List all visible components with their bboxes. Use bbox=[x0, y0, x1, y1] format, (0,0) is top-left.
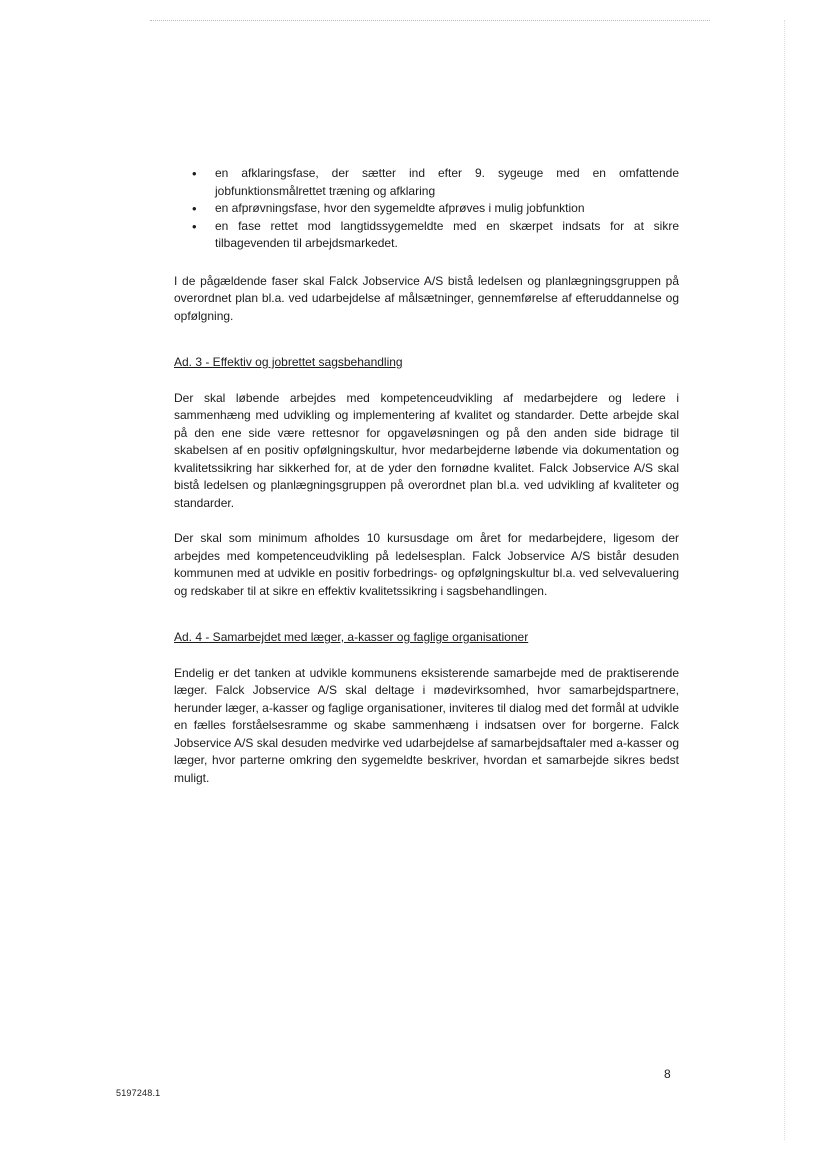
list-item: • en fase rettet mod langtidssygemeldte med en skærpet indsats for at sikre tilbagevenden til arbejdsmarkedet. bbox=[174, 218, 679, 253]
document-body bbox=[174, 165, 679, 787]
paragraph: Der skal som minimum afholdes 10 kursusdage om året for medarbejdere, ligesom der arbejdes med kompetenceudvikling på ledelsesplan. Falck Jobservice A/S bistår desuden kommunen med at udvikle en positiv forbedrings- og opfølgningskultur bl.a. ved selvevaluering og redskaber til at sikre en effektiv kvalitetssikring i sagsbehandlingen. bbox=[174, 531, 679, 598]
document-id: 5197248.1 bbox=[116, 1088, 161, 1098]
list-item: • en afprøvningsfase, hvor den sygemeldte afprøves i mulig jobfunktion bbox=[174, 200, 679, 218]
page-number: 8 bbox=[664, 1067, 671, 1081]
list-item: • en afklaringsfase, der sætter ind efter 9. sygeuge med en omfattende jobfunktionsmålrettet træning og afklaring bbox=[174, 165, 679, 200]
phase-bullet-list bbox=[174, 165, 679, 253]
paragraph: Endelig er det tanken at udvikle kommunens eksisterende samarbejde med de praktiserende læger. Falck Jobservice A/S skal deltage i mødevirksomhed, hvor samarbejdspartnere, herunder læger, a-kasser og faglige organisationer, inviteres til dialog med det formål at udvikle en fælles forståelsesramme og skabe sammenhæng i indsatsen over for borgerne. Falck Jobservice A/S skal desuden medvirke ved udarbejdelse af samarbejdsaftaler med a-kasser og læger, hvor parterne omkring den sygemeldte beskriver, hvordan et samarbejde sikres bedst muligt. bbox=[174, 665, 679, 785]
section-heading-3: Ad. 3 - Effektiv og jobrettet sagsbehandling bbox=[174, 355, 403, 369]
scan-artifact-line bbox=[150, 20, 710, 21]
section-heading-4: Ad. 4 - Samarbejdet med læger, a-kasser og faglige organisationer bbox=[174, 630, 529, 644]
paragraph-faser: I de pågældende faser skal Falck Jobservice A/S bistå ledelsen og planlægningsgruppen på overordnet plan bl.a. ved udarbejdelse af målsætninger, gennemførelse af efteruddannelse og opfølgning. bbox=[174, 273, 679, 323]
paragraph: Der skal løbende arbejdes med kompetenceudvikling af medarbejdere og ledere i sammenhæng med udvikling og implementering af kvalitet og standarder. Dette arbejde skal på den ene side være rettesnor for opgaveløsningen og på den anden side bidrage til skabelsen af en positiv opfølgningskultur, hvor medarbejderne løbende via dokumentation og kvalitetssikring har sikkerhed for, at de yder den fornødne kvalitet. Falck Jobservice A/S skal bistå ledelsen og planlægningsgruppen på overordnet plan bl.a. ved udvikling af kvaliteter og standarder. bbox=[174, 390, 679, 510]
scan-artifact-margin bbox=[784, 20, 785, 1140]
